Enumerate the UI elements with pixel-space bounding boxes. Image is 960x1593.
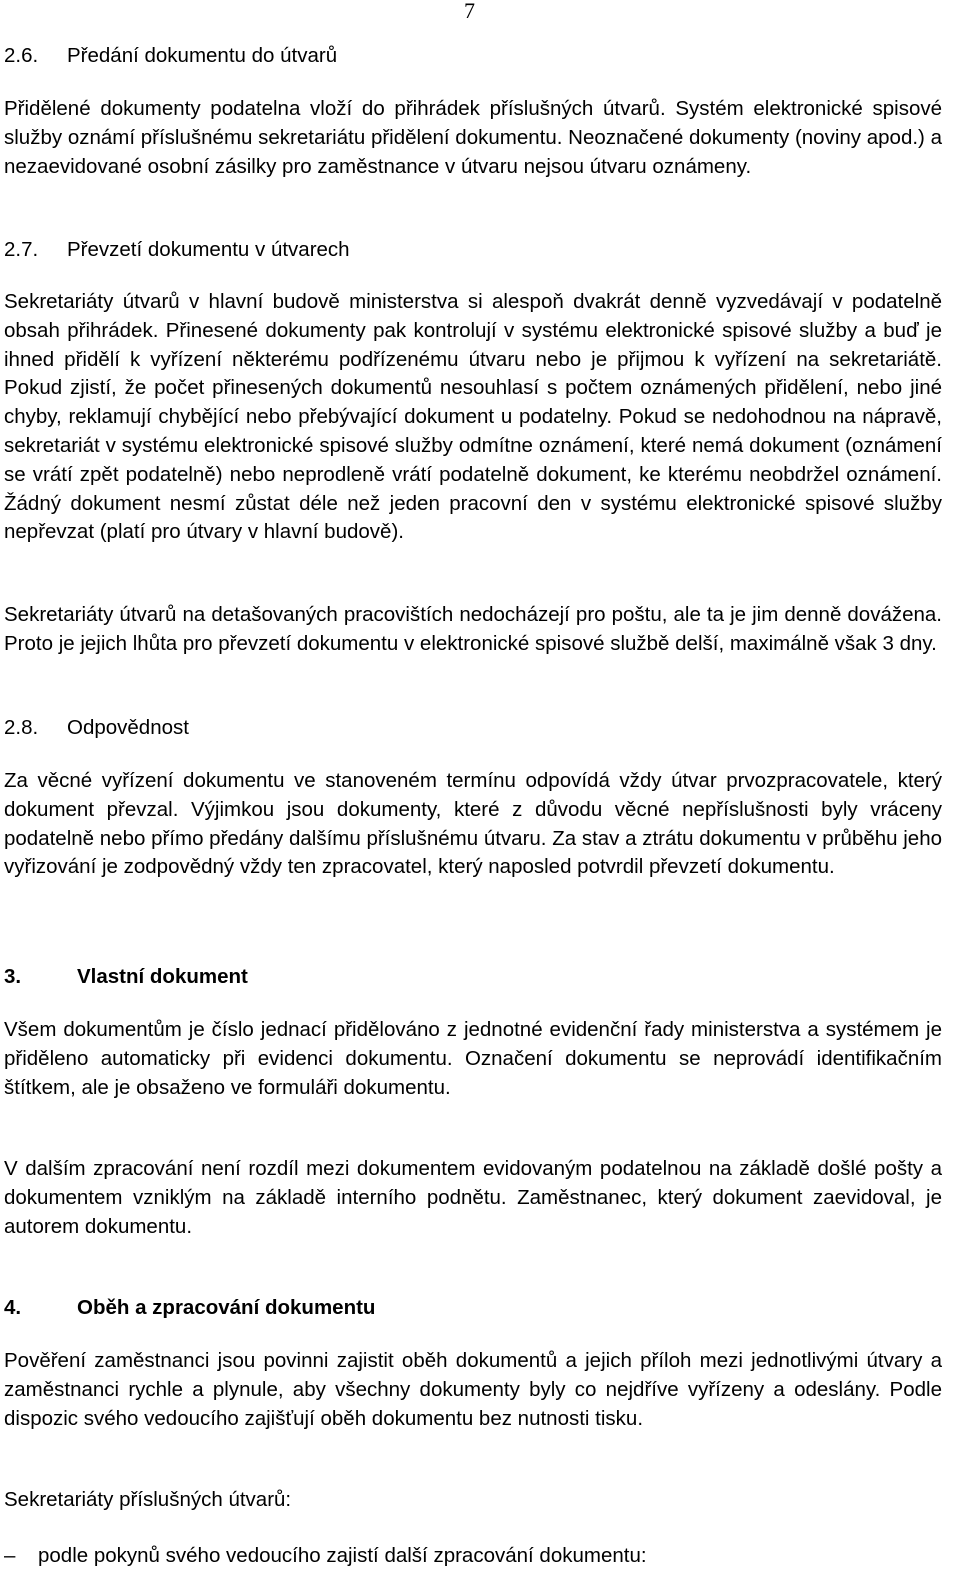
- section-title: Oběh a zpracování dokumentu: [77, 1296, 376, 1319]
- section-heading-2-6: [4, 41, 337, 70]
- paragraph: Přidělené dokumenty podatelna vloží do přihrádek příslušných útvarů. Systém elektronické spisové služby oznámí příslušnému sekretariátu přidělení dokumentu. Neoznačené dokumenty (noviny apod.) a nezaevidované osobní zásilky pro zaměstnance v útvaru nejsou útvaru oznámeny.: [4, 97, 942, 178]
- section-title: Převzetí dokumentu v útvarech: [67, 238, 350, 261]
- section-number: 2.7.: [4, 238, 39, 261]
- section-number: 3.: [4, 965, 22, 988]
- section-title: Vlastní dokument: [77, 965, 248, 988]
- paragraph: V dalším zpracování není rozdíl mezi dokumentem evidovaným podatelnou na základě došlé pošty a dokumentem vzniklým na základě interního podnětu. Zaměstnanec, který dokument zaevidoval, je autorem dokumentu.: [4, 1157, 942, 1238]
- section-heading-2-8: [4, 713, 189, 742]
- section-heading-2-7: [4, 235, 350, 264]
- section-heading-4: [4, 1293, 375, 1322]
- page-number: 7: [464, 0, 475, 23]
- paragraph: Všem dokumentům je číslo jednací přidělováno z jednotné evidenční řady ministerstva a systémem je přiděleno automaticky při evidenci dokumentu. Označení dokumentu se neprovádí identifikačním štítkem, ale je obsaženo ve formuláři dokumentu.: [4, 1018, 942, 1099]
- section-number: 2.6.: [4, 44, 39, 67]
- section-number: 4.: [4, 1296, 22, 1319]
- section-title: Předání dokumentu do útvarů: [67, 44, 338, 67]
- section-title: Odpovědnost: [67, 716, 189, 739]
- paragraph: Sekretariáty útvarů na detašovaných pracovištích nedocházejí pro poštu, ale ta je jim denně dovážena. Proto je jejich lhůta pro převzetí dokumentu v elektronické spisové službě delší, maximálně však 3 dny.: [4, 603, 942, 655]
- list-dash: –: [4, 1544, 16, 1567]
- paragraph: Za věcné vyřízení dokumentu ve stanoveném termínu odpovídá vždy útvar prvozpracovatele, který dokument převzal. Výjimkou jsou dokumenty, které z důvodu věcné nepříslušnosti byly vráceny podatelně nebo přímo předány dalšímu příslušnému útvaru. Za stav a ztrátu dokumentu v průběhu jeho vyřizování je zodpovědný vždy ten zpracovatel, který naposled potvrdil převzetí dokumentu.: [4, 769, 942, 879]
- paragraph: Sekretariáty útvarů v hlavní budově ministerstva si alespoň dvakrát denně vyzvedávají v podatelně obsah přihrádek. Přinesené dokumenty pak kontrolují v systému elektronické spisové služby a buď je ihned přidělí k vyřízení některému podřízenému útvaru nebo je přijmou k vyřízení na sekretariátě. Pokud zjistí, že počet přinesených dokumentů nesouhlasí s počtem oznámených přidělení, nebo jiné chyby, reklamují chybějící nebo přebývající dokument u podatelny. Pokud se nedohodnou na nápravě, sekretariát v systému elektronické spisové služby odmítne oznámení, které nemá dokument (oznámení se vrátí zpět podatelně) nebo neprodleně vrátí podatelně dokument, ke kterému neobdržel oznámení. Žádný dokument nesmí zůstat déle než jeden pracovní den v systému elektronické spisové služby nepřevzat (platí pro útvary v hlavní budově).: [4, 290, 942, 544]
- paragraph: Pověření zaměstnanci jsou povinni zajistit oběh dokumentů a jejich příloh mezi jednotlivými útvary a zaměstnanci rychle a plynule, aby všechny dokumenty byly co nejdříve vyřízeny a odeslány. Podle dispozic svého vedoucího zajišťují oběh dokumentu bez nutnosti tisku.: [4, 1349, 942, 1430]
- paragraph: Sekretariáty příslušných útvarů:: [4, 1488, 292, 1511]
- section-heading-3: [4, 962, 248, 991]
- list-item: [4, 1541, 647, 1570]
- list-item-text: podle pokynů svého vedoucího zajistí další zpracování dokumentu:: [38, 1544, 647, 1567]
- section-number: 2.8.: [4, 716, 39, 739]
